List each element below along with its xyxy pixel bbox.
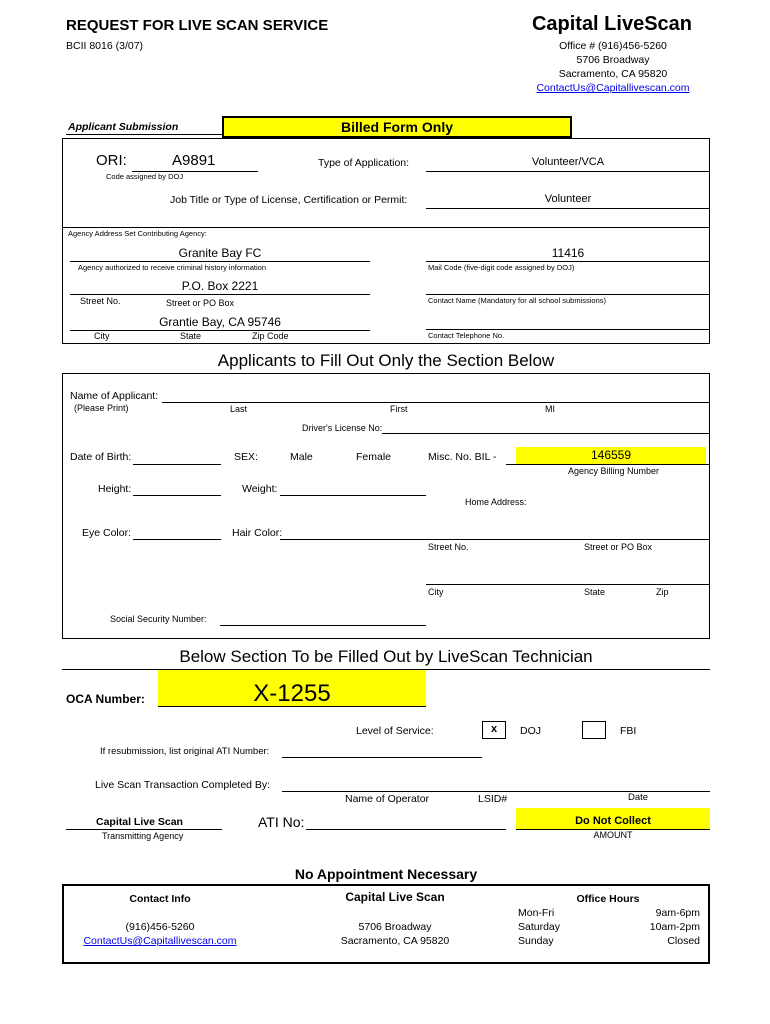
no-appointment-title: No Appointment Necessary [294, 866, 478, 882]
office-email-link[interactable]: ContactUs@Capitallivescan.com [536, 82, 690, 94]
amount-caption: AMOUNT [593, 830, 633, 840]
hours-time: 9am-6pm [655, 907, 700, 919]
ori-caption: Code assigned by DOJ [106, 172, 184, 181]
name-of-operator-caption: Name of Operator [345, 793, 430, 805]
type-of-application-label: Type of Application: [318, 157, 410, 169]
middle-initial-caption: MI [545, 404, 555, 414]
resubmission-line[interactable] [282, 757, 482, 758]
fbi-label: FBI [620, 725, 637, 737]
home-address-label: Home Address: [465, 497, 527, 507]
mail-code-value[interactable]: 11416 [551, 246, 585, 260]
weight-label: Weight: [242, 483, 278, 495]
hours-time: Closed [667, 935, 700, 947]
mail-code-caption: Mail Code (five-digit code assigned by DOJ) [428, 263, 575, 272]
hair-color-label: Hair Color: [232, 527, 283, 539]
job-title-value[interactable]: Volunteer [544, 193, 592, 205]
please-print-caption: (Please Print) [74, 403, 129, 413]
drivers-license-label: Driver's License No: [302, 423, 383, 433]
sex-label: SEX: [234, 451, 258, 463]
agency-address-set-label: Agency Address Set Contributing Agency: [68, 229, 207, 238]
agency-zip-caption: Zip Code [252, 331, 289, 341]
footer-address-line1: 5706 Broadway [358, 921, 432, 933]
agency-street-value[interactable]: P.O. Box 2221 [181, 279, 259, 293]
applicant-submission-label: Applicant Submission [68, 121, 179, 133]
first-name-caption: First [390, 404, 408, 414]
agency-street-caption: Street or PO Box [166, 298, 235, 308]
office-phone: Office # (916)456-5260 [559, 40, 667, 52]
billed-form-label: Billed Form Only [340, 119, 453, 135]
do-not-collect-value: Do Not Collect [575, 815, 651, 827]
last-name-caption: Last [230, 404, 248, 414]
contact-name-caption: Contact Name (Mandatory for all school submissions) [428, 296, 606, 305]
hair-color-line[interactable] [280, 539, 426, 540]
applicant-name-label: Name of Applicant: [70, 390, 159, 402]
agency-street-no-caption: Street No. [80, 296, 121, 306]
form-title: REQUEST FOR LIVE SCAN SERVICE [66, 17, 329, 34]
footer-company-name: Capital Live Scan [345, 890, 445, 904]
office-hours-heading: Office Hours [576, 893, 640, 905]
applicant-section-title: Applicants to Fill Out Only the Section Below [217, 351, 555, 370]
agency-state-caption: State [180, 331, 202, 341]
footer-email-link[interactable]: ContactUs@Capitallivescan.com [83, 935, 237, 947]
eye-color-label: Eye Color: [82, 527, 132, 539]
home-street-no-caption: Street No. [428, 542, 469, 552]
oca-number-value: X-1255 [253, 680, 331, 707]
home-zip-caption: Zip [656, 587, 669, 597]
ssn-label: Social Security Number: [110, 614, 207, 624]
hours-days: Mon-Fri [518, 907, 555, 919]
form-code: BCII 8016 (3/07) [66, 40, 144, 52]
ori-label: ORI: [96, 152, 127, 169]
transmitting-agency-caption: Transmitting Agency [102, 831, 184, 841]
oca-number-label: OCA Number: [66, 692, 145, 706]
ori-value[interactable]: A9891 [172, 152, 216, 169]
weight-line[interactable] [280, 495, 426, 496]
sex-female-option[interactable]: Female [356, 451, 392, 463]
height-label: Height: [98, 483, 132, 495]
agency-billing-caption: Agency Billing Number [568, 466, 660, 476]
ssn-line[interactable] [220, 625, 426, 626]
home-street-caption: Street or PO Box [584, 542, 653, 552]
footer-address-line2: Sacramento, CA 95820 [340, 935, 450, 947]
doj-label: DOJ [520, 725, 541, 737]
level-of-service-label: Level of Service: [356, 725, 434, 737]
doj-check-mark: x [490, 723, 498, 735]
home-city-line[interactable] [426, 584, 710, 585]
resubmission-label: If resubmission, list original ATI Number: [100, 746, 270, 757]
job-title-label: Job Title or Type of License, Certification or Permit: [170, 194, 408, 206]
completed-by-label: Live Scan Transaction Completed By: [95, 779, 271, 791]
technician-section-title: Below Section To be Filled Out by LiveScan Technician [179, 647, 593, 666]
ati-number-label: ATI No: [258, 814, 305, 830]
home-state-caption: State [584, 587, 606, 597]
hours-time: 10am-2pm [649, 921, 700, 933]
contact-info-heading: Contact Info [129, 893, 191, 905]
misc-number-label: Misc. No. BIL - [428, 451, 497, 463]
footer-phone: (916)456-5260 [125, 921, 195, 933]
agency-name-caption: Agency authorized to receive criminal history information [78, 263, 267, 272]
date-caption: Date [628, 792, 649, 803]
applicant-name-line[interactable] [162, 402, 710, 403]
home-city-caption: City [428, 587, 444, 597]
hours-days: Sunday [518, 935, 554, 947]
misc-number-value: 146559 [590, 448, 632, 462]
company-name: Capital LiveScan [531, 13, 692, 35]
applicant-section [62, 373, 710, 639]
office-address-line1: 5706 Broadway [576, 54, 650, 66]
agency-city-caption: City [94, 331, 110, 341]
lsid-caption: LSID# [478, 793, 508, 805]
drivers-license-line[interactable] [382, 433, 710, 434]
agency-city-state-zip-value[interactable]: Grantie Bay, CA 95746 [159, 315, 281, 329]
home-street-line[interactable] [426, 539, 710, 540]
date-of-birth-label: Date of Birth: [70, 451, 132, 463]
agency-name-value[interactable]: Granite Bay FC [178, 246, 262, 260]
capital-live-scan-label: Capital Live Scan [96, 816, 183, 828]
sex-male-option[interactable]: Male [290, 451, 313, 463]
type-of-application-value[interactable]: Volunteer/VCA [531, 156, 605, 168]
contact-telephone-caption: Contact Telephone No. [428, 331, 505, 340]
ati-number-line[interactable] [306, 829, 506, 830]
fbi-checkbox[interactable] [582, 721, 606, 739]
office-address-line2: Sacramento, CA 95820 [558, 68, 668, 80]
eye-color-line[interactable] [133, 539, 221, 540]
date-of-birth-line[interactable] [133, 464, 221, 465]
height-line[interactable] [133, 495, 221, 496]
hours-days: Saturday [518, 921, 561, 933]
